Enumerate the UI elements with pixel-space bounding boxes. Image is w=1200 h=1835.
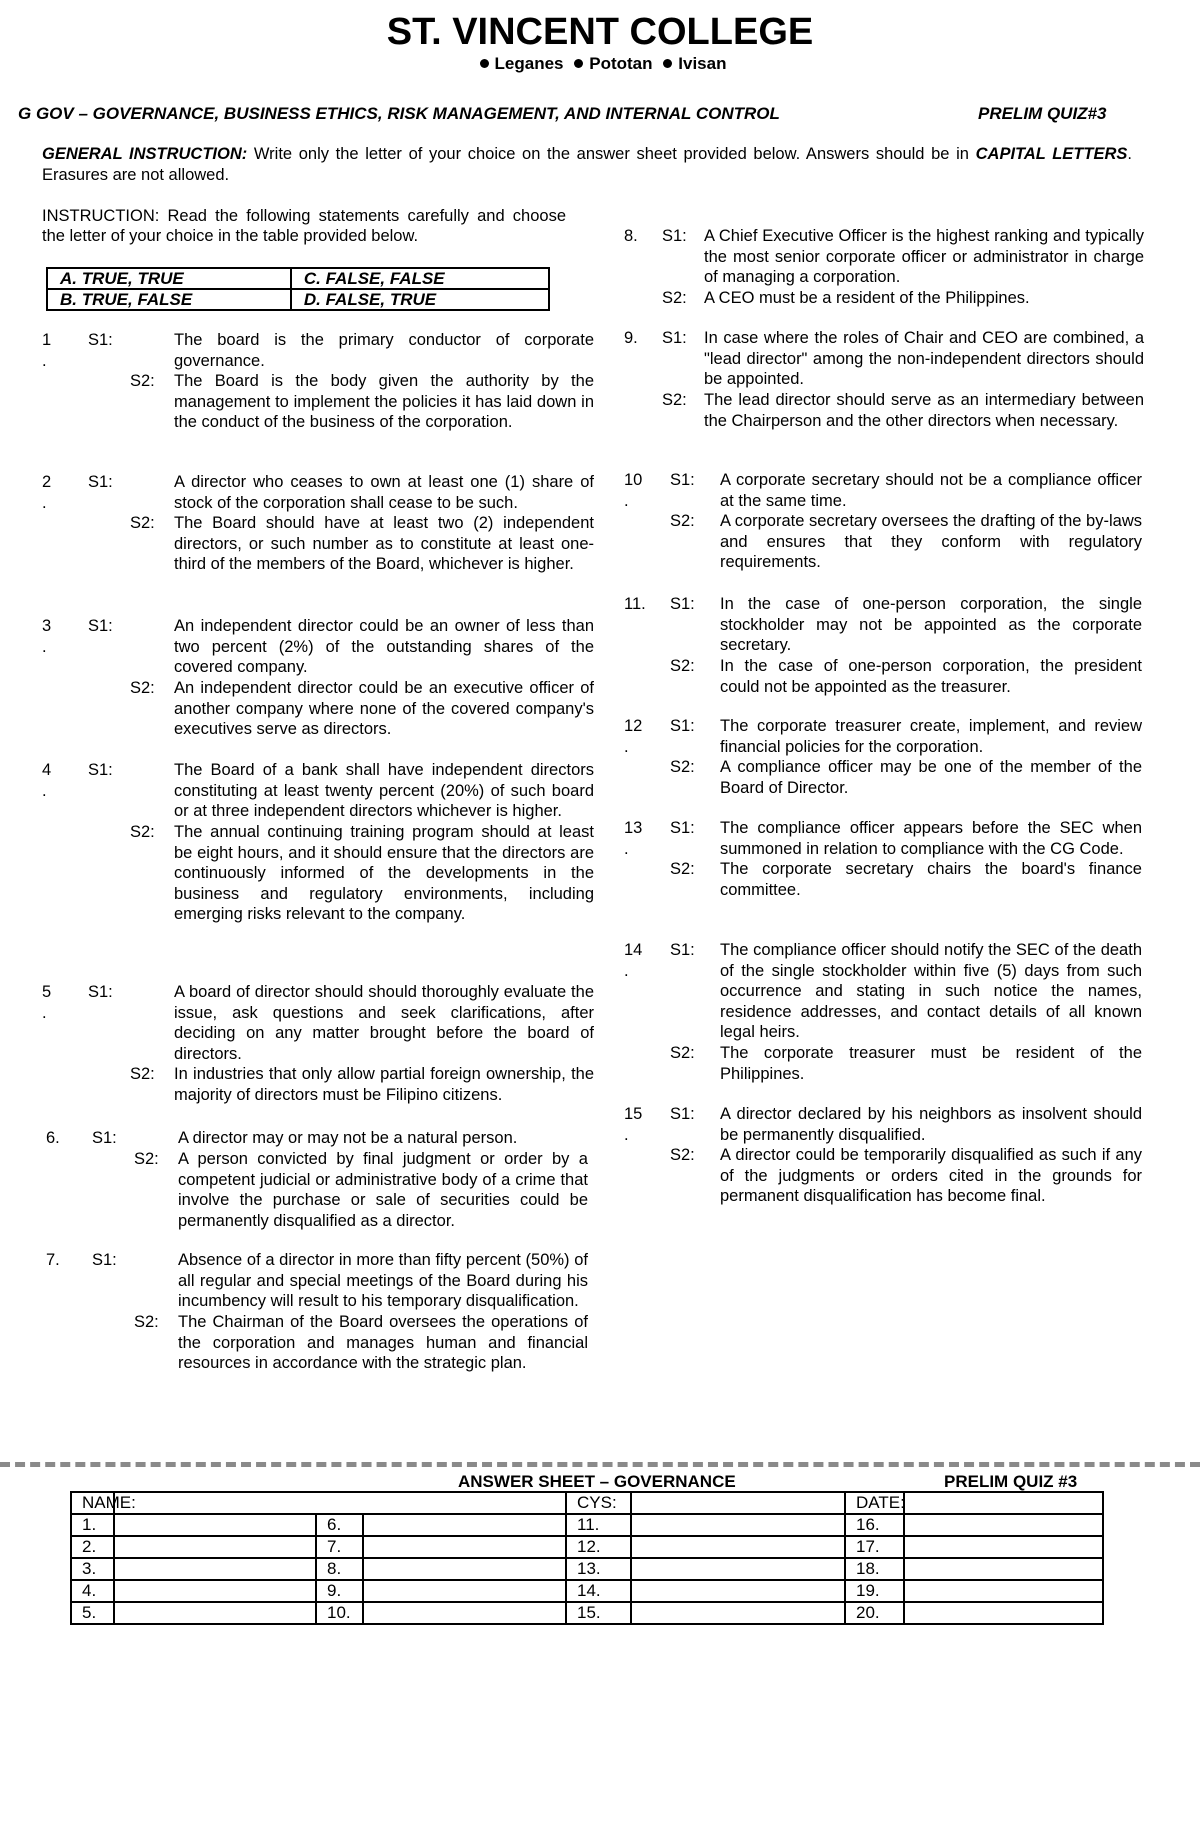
campus-pototan: Pototan — [589, 54, 653, 73]
bullet-icon — [663, 59, 672, 68]
question-number: 15 . — [624, 1105, 643, 1144]
general-instruction-label: GENERAL INSTRUCTION: — [42, 145, 248, 163]
statement-2-text: A compliance officer may be one of the member of the Board of Director. — [720, 758, 1142, 797]
question-number: 11. — [624, 595, 646, 613]
answer-header-row — [71, 1492, 1103, 1514]
answer-cell[interactable] — [363, 1514, 566, 1536]
question-number: 9. — [624, 329, 638, 347]
answer-cell[interactable] — [363, 1536, 566, 1558]
campus-ivisan: Ivisan — [678, 54, 727, 73]
answer-number: 2. — [71, 1536, 114, 1558]
statement-1-text: The board is the primary conductor of corporate governance. — [174, 331, 594, 370]
answer-number: 19. — [845, 1580, 904, 1602]
answer-cell[interactable] — [631, 1602, 845, 1624]
statement-2-text: The corporate treasurer must be resident of the Philippines. — [720, 1044, 1142, 1083]
statement-2-label: S2: — [670, 512, 695, 530]
name-field[interactable] — [114, 1492, 566, 1514]
statement-1-label: S1: — [88, 617, 113, 635]
statement-1-text: In the case of one-person corporation, the single stockholder may not be appointed as the corporate secretary. — [720, 595, 1142, 654]
statement-1-text: A corporate secretary should not be a compliance officer at the same time. — [720, 471, 1142, 510]
date-field[interactable] — [904, 1492, 1103, 1514]
general-instruction-end: . Erasures are not allowed. — [42, 145, 1132, 184]
answer-number: 20. — [845, 1602, 904, 1624]
statement-1-label: S1: — [670, 595, 695, 613]
answer-cell[interactable] — [904, 1580, 1103, 1602]
statement-1-label: S1: — [662, 329, 687, 347]
general-instruction — [42, 144, 1132, 186]
question-number: 6. — [46, 1129, 60, 1147]
cut-line — [0, 1462, 1200, 1467]
statement-2-text: The Chairman of the Board oversees the operations of the corporation and manages human and financial resources in accordance with the strategic plan. — [178, 1313, 588, 1372]
statement-1-label: S1: — [662, 227, 687, 245]
answer-row — [71, 1514, 1103, 1536]
answer-cell[interactable] — [631, 1514, 845, 1536]
statement-1-text: Absence of a director in more than fifty percent (50%) of all regular and special meetings of the Board during his incumbency will result to his temporary disqualification. — [178, 1251, 588, 1310]
statement-1-text: The compliance officer should notify the SEC of the death of the single stockholder within five (5) days from such occurrence and stating in such notice the names, residence addresses, and contact details of all known legal heirs. — [720, 941, 1142, 1041]
answer-number: 16. — [845, 1514, 904, 1536]
general-instruction-text: Write only the letter of your choice on the answer sheet provided below. Answers should be in — [247, 145, 976, 163]
statement-2-text: A director could be temporarily disqualified as such if any of the judgments or orders cited in the grounds for permanent disqualification has become final. — [720, 1146, 1142, 1205]
answer-number: 10. — [316, 1602, 363, 1624]
course-title: G GOV – GOVERNANCE, BUSINESS ETHICS, RISK MANAGEMENT, AND INTERNAL CONTROL — [18, 104, 780, 123]
statement-1-label: S1: — [670, 941, 695, 959]
statement-1-label: S1: — [88, 331, 113, 349]
answer-number: 15. — [566, 1602, 631, 1624]
statement-1-text: The Board of a bank shall have independent directors constituting at least twenty percent (20%) of such board or at three independent directors whichever is higher. — [174, 761, 594, 820]
statement-2-text: A CEO must be a resident of the Philippines. — [704, 289, 1030, 307]
statement-1-text: In case where the roles of Chair and CEO are combined, a "lead director" among the non-independent directors should be appointed. — [704, 329, 1144, 388]
statement-2-label: S2: — [134, 1150, 159, 1168]
statement-2-text: A person convicted by final judgment or order by a competent judicial or administrative body of a crime that involve the purchase or sale of securities could be permanently disqualified as a director. — [178, 1150, 588, 1230]
statement-1-text: A director who ceases to own at least one (1) share of stock of the corporation shall cease to be such. — [174, 473, 594, 512]
name-label: NAME: — [71, 1492, 114, 1514]
statement-2-label: S2: — [130, 679, 155, 697]
instruction-text: INSTRUCTION: Read the following statements carefully and choose the letter of your choice in the table provided below. — [42, 207, 566, 245]
answer-number: 12. — [566, 1536, 631, 1558]
statement-1-label: S1: — [88, 473, 113, 491]
answer-cell[interactable] — [904, 1514, 1103, 1536]
answer-cell[interactable] — [363, 1602, 566, 1624]
statement-1-label: S1: — [92, 1129, 117, 1147]
statement-1-text: The corporate treasurer create, implement, and review financial policies for the corporation. — [720, 717, 1142, 756]
question-number: 7. — [46, 1251, 60, 1269]
statement-1-label: S1: — [88, 761, 113, 779]
answer-row — [71, 1558, 1103, 1580]
answer-cell[interactable] — [904, 1602, 1103, 1624]
answer-number: 7. — [316, 1536, 363, 1558]
answer-number: 6. — [316, 1514, 363, 1536]
statement-1-label: S1: — [670, 717, 695, 735]
question-number: 2 . — [42, 473, 52, 512]
answer-cell[interactable] — [114, 1580, 316, 1602]
answer-cell[interactable] — [114, 1514, 316, 1536]
statement-2-text: The lead director should serve as an intermediary between the Chairperson and the other directors when necessary. — [704, 391, 1144, 430]
statement-2-label: S2: — [662, 289, 687, 307]
answer-cell[interactable] — [631, 1536, 845, 1558]
statement-2-text: In the case of one-person corporation, the president could not be appointed as the treasurer. — [720, 657, 1142, 696]
answer-row — [71, 1602, 1103, 1624]
statement-1-text: A Chief Executive Officer is the highest ranking and typically the most senior corporate officer or administrator in charge of managing a corporation. — [704, 227, 1144, 286]
statement-1-text: A director may or may not be a natural person. — [178, 1129, 518, 1147]
bullet-icon — [480, 59, 489, 68]
statement-2-label: S2: — [670, 657, 695, 675]
answer-number: 8. — [316, 1558, 363, 1580]
statement-2-text: The Board should have at least two (2) independent directors, or such number as to constitute at least one-third of the members of the Board, whichever is higher. — [174, 514, 594, 573]
bullet-icon — [574, 59, 583, 68]
statement-2-label: S2: — [670, 1146, 695, 1164]
question-number: 4 . — [42, 761, 52, 800]
statement-2-label: S2: — [670, 1044, 695, 1062]
quiz-label: PRELIM QUIZ#3 — [978, 104, 1107, 123]
statement-2-label: S2: — [670, 860, 695, 878]
answer-number: 4. — [71, 1580, 114, 1602]
answer-cell[interactable] — [631, 1558, 845, 1580]
statement-1-label: S1: — [92, 1251, 117, 1269]
answer-cell[interactable] — [114, 1536, 316, 1558]
statement-2-text: In industries that only allow partial foreign ownership, the majority of directors must be Filipino citizens. — [174, 1065, 594, 1104]
question-number: 10 . — [624, 471, 643, 510]
choice-b: B. TRUE, FALSE — [47, 289, 291, 310]
answer-number: 1. — [71, 1514, 114, 1536]
statement-2-label: S2: — [130, 514, 155, 532]
college-title: ST. VINCENT COLLEGE — [386, 11, 814, 53]
cys-label: CYS: — [566, 1492, 631, 1514]
statement-2-text: The corporate secretary chairs the board's finance committee. — [720, 860, 1142, 899]
statement-1-label: S1: — [670, 819, 695, 837]
answer-number: 9. — [316, 1580, 363, 1602]
question-number: 13 . — [624, 819, 643, 858]
date-label: DATE: — [845, 1492, 904, 1514]
statement-2-text: A corporate secretary oversees the drafting of the by-laws and ensures that they conform with regulatory requirements. — [720, 512, 1142, 571]
campus-list — [0, 54, 1200, 74]
answer-row — [71, 1536, 1103, 1558]
capital-letters-emphasis: CAPITAL LETTERS — [975, 145, 1128, 163]
answer-cell[interactable] — [904, 1558, 1103, 1580]
answer-number: 5. — [71, 1602, 114, 1624]
question-number: 5 . — [42, 983, 52, 1022]
statement-2-label: S2: — [130, 1065, 155, 1083]
statement-1-label: S1: — [670, 471, 695, 489]
question-number: 14 . — [624, 941, 643, 980]
answer-sheet-quiz-label: PRELIM QUIZ #3 — [944, 1472, 1078, 1491]
answer-number: 18. — [845, 1558, 904, 1580]
answer-sheet-title: ANSWER SHEET – GOVERNANCE — [458, 1472, 736, 1491]
cys-field[interactable] — [631, 1492, 845, 1514]
answer-cell[interactable] — [114, 1602, 316, 1624]
statement-1-text: A director declared by his neighbors as insolvent should be permanently disqualified. — [720, 1105, 1142, 1144]
answer-number: 13. — [566, 1558, 631, 1580]
statement-1-label: S1: — [670, 1105, 695, 1123]
answer-number: 17. — [845, 1536, 904, 1558]
statement-1-label: S1: — [88, 983, 113, 1001]
answer-cell[interactable] — [363, 1580, 566, 1602]
statement-2-text: An independent director could be an executive officer of another company where none of the covered company's executives serve as directors. — [174, 679, 594, 738]
choice-a: A. TRUE, TRUE — [47, 268, 291, 289]
statement-1-text: The compliance officer appears before the SEC when summoned in relation to compliance with the CG Code. — [720, 819, 1142, 858]
answer-cell[interactable] — [631, 1580, 845, 1602]
statement-2-label: S2: — [134, 1313, 159, 1331]
statement-1-text: An independent director could be an owner of less than two percent (2%) of the outstanding shares of the covered company. — [174, 617, 594, 676]
answer-rows — [71, 1514, 1103, 1624]
question-number: 1 . — [42, 331, 52, 370]
statement-2-text: The Board is the body given the authority by the management to implement the policies it has laid down in the conduct of the business of the corporation. — [174, 372, 594, 431]
answer-sheet-table — [70, 1491, 1104, 1625]
statement-2-label: S2: — [670, 758, 695, 776]
statement-2-label: S2: — [130, 823, 155, 841]
campus-leganes: Leganes — [494, 54, 564, 73]
statement-2-label: S2: — [130, 372, 155, 390]
choices-table — [46, 267, 550, 311]
statement-1-text: A board of director should should thoroughly evaluate the issue, ask questions and seek clarifications, after deciding on any matter brought before the board of directors. — [174, 983, 594, 1063]
statement-2-label: S2: — [662, 391, 687, 409]
choice-d: D. FALSE, TRUE — [291, 289, 549, 310]
question-number: 3 . — [42, 617, 52, 656]
question-number: 12 . — [624, 717, 643, 756]
question-number: 8. — [624, 227, 638, 245]
answer-number: 11. — [566, 1514, 631, 1536]
statement-2-text: The annual continuing training program should at least be eight hours, and it should ensure that the directors are continuously informed of the developments in the business and regulatory environments, including emerging risks relevant to the company. — [174, 823, 594, 923]
choices-row — [47, 268, 549, 289]
answer-number: 3. — [71, 1558, 114, 1580]
answer-cell[interactable] — [114, 1558, 316, 1580]
answer-cell[interactable] — [904, 1536, 1103, 1558]
answer-number: 14. — [566, 1580, 631, 1602]
choices-row — [47, 289, 549, 310]
answer-cell[interactable] — [363, 1558, 566, 1580]
answer-row — [71, 1580, 1103, 1602]
choice-c: C. FALSE, FALSE — [291, 268, 549, 289]
